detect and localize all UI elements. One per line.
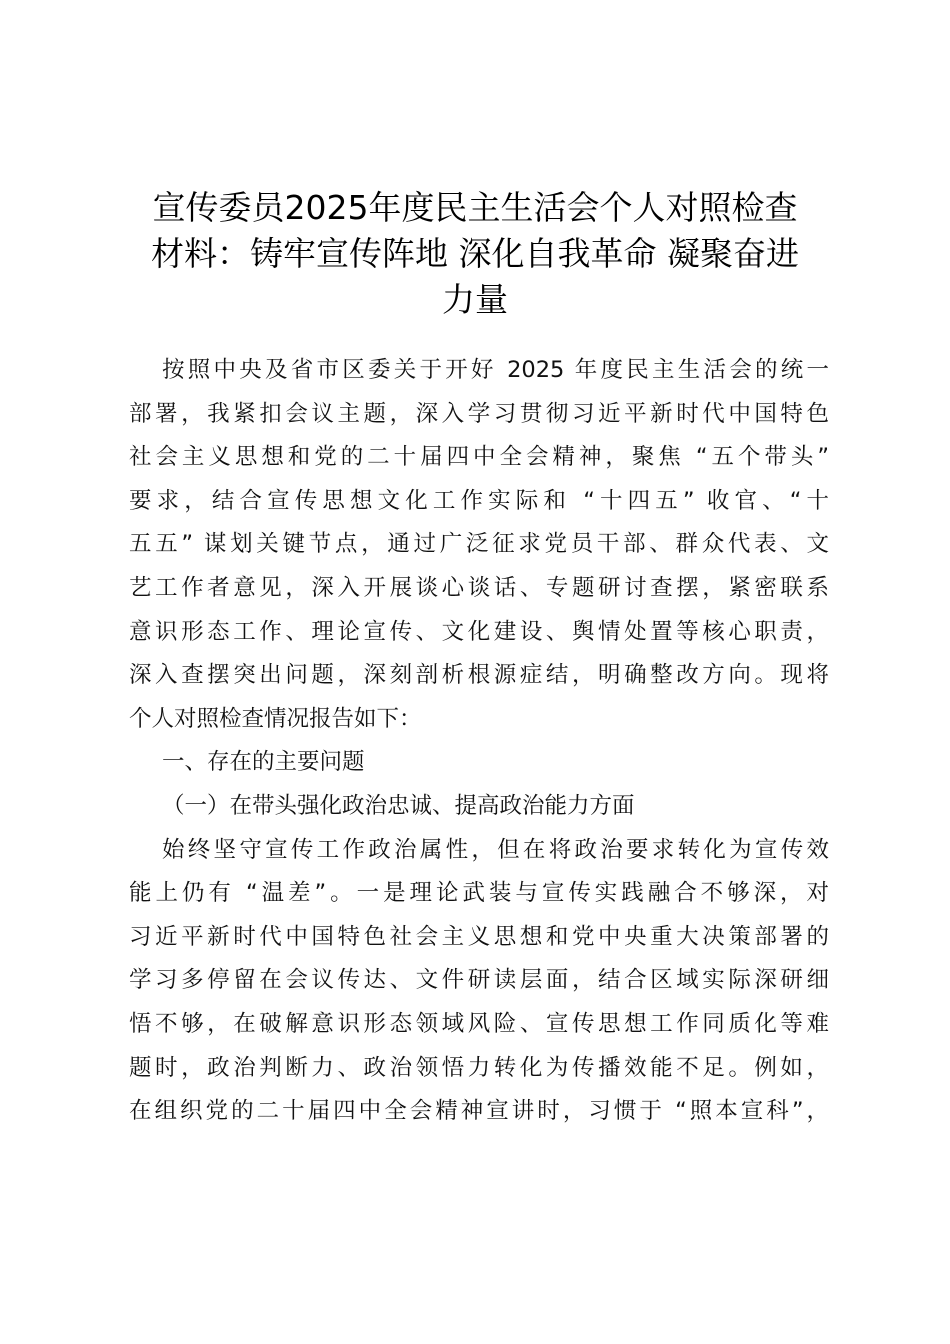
paragraph-line: 意识形态工作、理论宣传、文化建设、舆情处置等核心职责， — [129, 618, 829, 645]
paragraph-line: 始终坚守宣传工作政治属性，但在将政治要求转化为宣传效 — [162, 836, 829, 863]
title-line: 材料：铸牢宣传阵地 深化自我革命 凝聚奋进 — [151, 234, 799, 274]
document-body — [129, 349, 829, 1134]
title-line: 力量 — [442, 280, 508, 320]
document-title — [100, 185, 850, 323]
paragraph-line: 要求，结合宣传思想文化工作实际和 “十四五” 收官、“十 — [129, 487, 829, 514]
paragraph-line: 学习多停留在会议传达、文件研读层面，结合区域实际深研细 — [129, 967, 829, 994]
paragraph-line: 艺工作者意见，深入开展谈心谈话、专题研讨查摆，紧密联系 — [129, 574, 829, 601]
paragraph-line: 深入查摆突出问题，深刻剖析根源症结，明确整改方向。现将 — [129, 662, 829, 689]
paragraph-line: 按照中央及省市区委关于开好 2025 年度民主生活会的统一 — [162, 357, 829, 383]
section-paragraph — [129, 829, 829, 1134]
paragraph-line: 社会主义思想和党的二十届四中全会精神，聚焦 “五个带头” — [129, 444, 829, 471]
paragraph-line: 个人对照检查情况报告如下： — [129, 705, 422, 732]
paragraph-line: 在组织党的二十届四中全会精神宣讲时，习惯于 “照本宣科”， — [129, 1098, 829, 1125]
paragraph-line: 悟不够，在破解意识形态领域风险、宣传思想工作同质化等难 — [129, 1010, 829, 1037]
intro-paragraph — [129, 349, 829, 741]
paragraph-line: 五五” 谋划关键节点，通过广泛征求党员干部、群众代表、文 — [129, 531, 829, 558]
paragraph-line: 题时，政治判断力、政治领悟力转化为传播效能不足。例如， — [129, 1054, 829, 1081]
subsection-heading: （一）在带头强化政治忠诚、提高政治能力方面 — [162, 792, 635, 819]
paragraph-line: 习近平新时代中国特色社会主义思想和党中央重大决策部署的 — [129, 923, 829, 950]
section-heading: 一、存在的主要问题 — [162, 749, 365, 776]
paragraph-line: 部署，我紧扣会议主题，深入学习贯彻习近平新时代中国特色 — [129, 400, 829, 427]
title-line: 宣传委员2025年度民主生活会个人对照检查 — [152, 188, 798, 228]
paragraph-line: 能上仍有 “温差”。一是理论武装与宣传实践融合不够深，对 — [129, 880, 829, 907]
